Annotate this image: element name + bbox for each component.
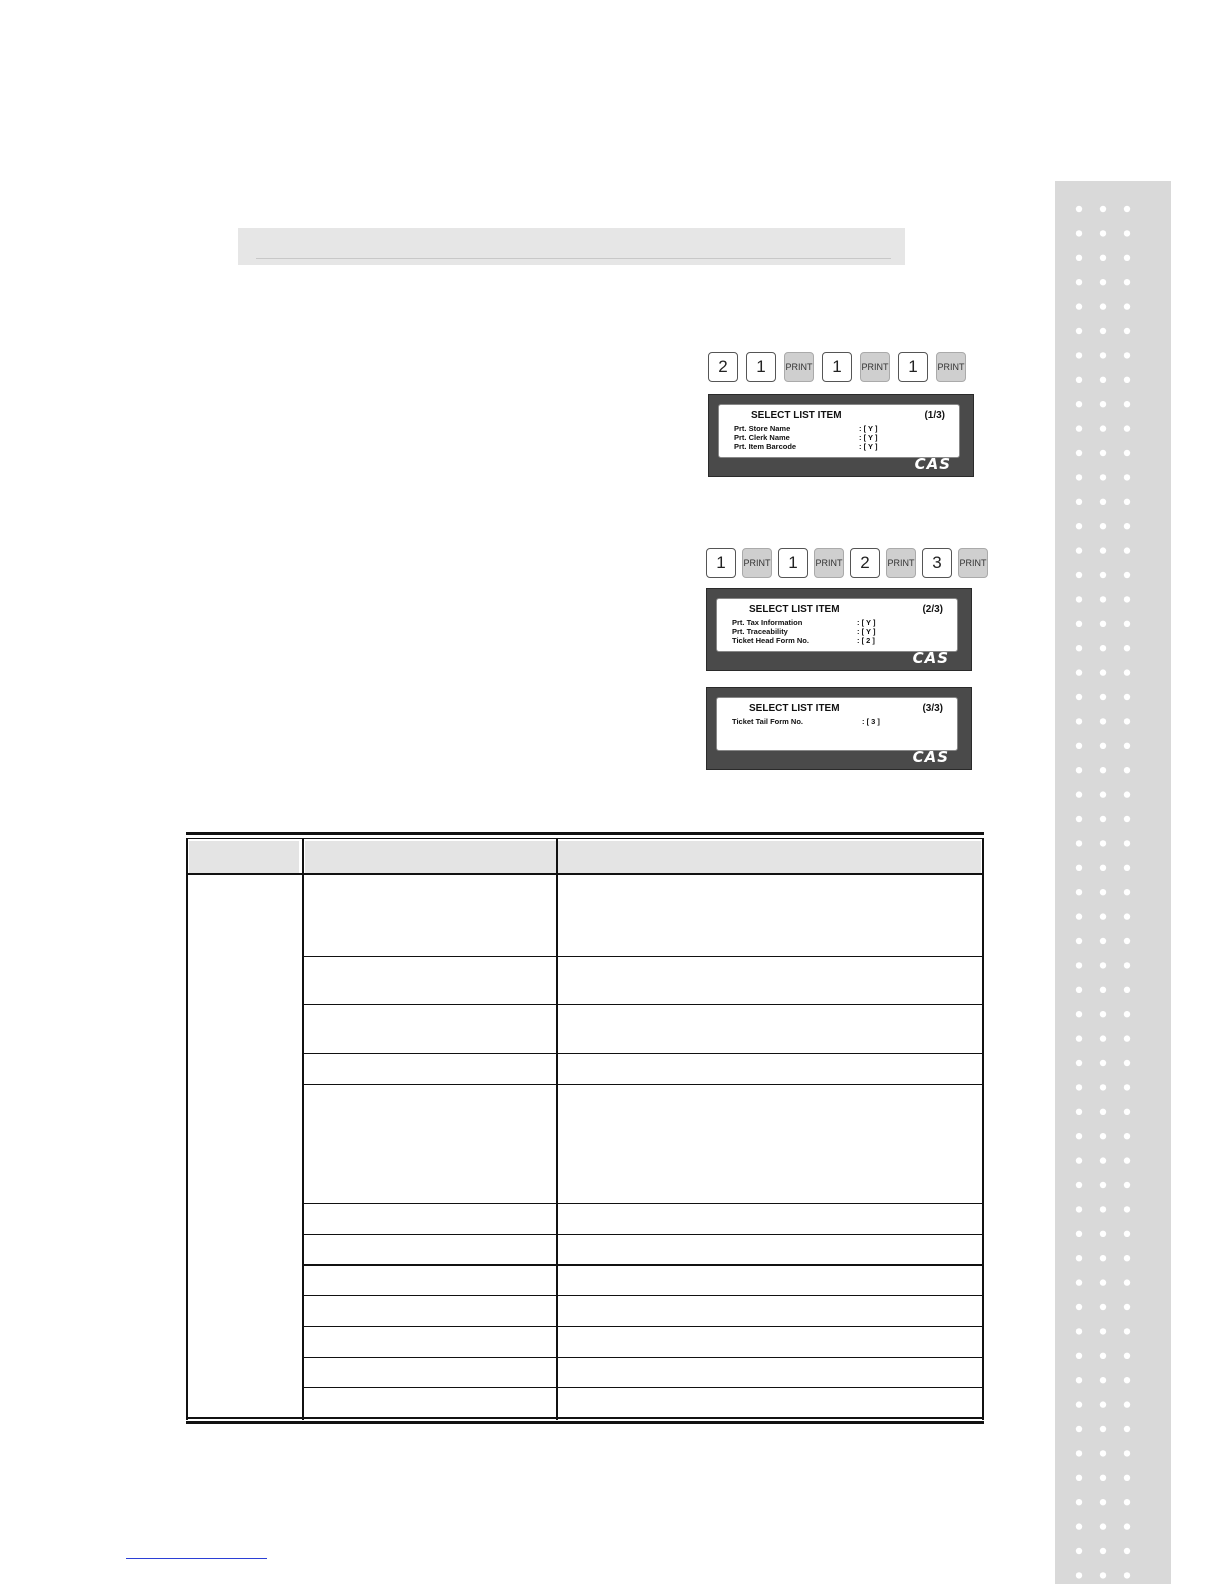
sidebar-dot xyxy=(1100,279,1106,285)
sidebar-dot xyxy=(1076,1353,1082,1359)
key-1[interactable]: 1 xyxy=(706,548,736,578)
row-divider xyxy=(302,1357,984,1358)
print-key[interactable]: PRINT xyxy=(886,548,916,578)
key-1[interactable]: 1 xyxy=(746,352,776,382)
sidebar-dot xyxy=(1076,840,1082,846)
sidebar-dot xyxy=(1100,230,1106,236)
sidebar-dot xyxy=(1076,1548,1082,1554)
display-row xyxy=(732,627,876,636)
settings-table xyxy=(186,832,984,1424)
sidebar-dot xyxy=(1124,1304,1130,1310)
sidebar-dot xyxy=(1076,1035,1082,1041)
lcd-screen xyxy=(716,697,958,751)
sidebar-dot xyxy=(1124,303,1130,309)
sidebar-dot xyxy=(1076,962,1082,968)
sidebar-dot xyxy=(1124,694,1130,700)
sidebar-dot xyxy=(1124,377,1130,383)
row-divider xyxy=(302,1387,984,1388)
sidebar-dot xyxy=(1100,206,1106,212)
key-sequence-2 xyxy=(706,548,988,578)
page-sidebar xyxy=(1055,181,1171,1584)
print-key[interactable]: PRINT xyxy=(936,352,966,382)
sidebar-dot xyxy=(1076,328,1082,334)
sidebar-dot xyxy=(1100,352,1106,358)
sidebar-dot xyxy=(1076,669,1082,675)
row-label: Ticket Head Form No. xyxy=(732,636,809,645)
sidebar-dot xyxy=(1076,791,1082,797)
sidebar-dot xyxy=(1076,1426,1082,1432)
row-divider xyxy=(302,1053,984,1054)
sidebar-dot xyxy=(1076,743,1082,749)
sidebar-dot xyxy=(1100,499,1106,505)
table-bottom-rule xyxy=(186,1421,984,1424)
sidebar-dot xyxy=(1076,352,1082,358)
sidebar-dot xyxy=(1124,816,1130,822)
row-value: : [ Y ] xyxy=(859,433,878,442)
sidebar-dot xyxy=(1124,1206,1130,1212)
sidebar-dot xyxy=(1076,718,1082,724)
sidebar-dot xyxy=(1124,206,1130,212)
sidebar-dot xyxy=(1124,401,1130,407)
table-bottom-rule xyxy=(186,1417,984,1419)
sidebar-dot xyxy=(1124,1353,1130,1359)
sidebar-dot xyxy=(1076,1401,1082,1407)
sidebar-dot xyxy=(1100,816,1106,822)
sidebar-dot xyxy=(1100,377,1106,383)
sidebar-dot xyxy=(1124,230,1130,236)
sidebar-dot xyxy=(1100,328,1106,334)
display-title: SELECT LIST ITEM xyxy=(751,410,842,421)
row-label: Ticket Tail Form No. xyxy=(732,717,803,726)
sidebar-dot xyxy=(1124,255,1130,261)
row-label: Prt. Store Name xyxy=(734,424,791,433)
sidebar-dot xyxy=(1100,547,1106,553)
sidebar-dot xyxy=(1076,1011,1082,1017)
sidebar-dot xyxy=(1076,1304,1082,1310)
sidebar-dot xyxy=(1076,377,1082,383)
sidebar-dot xyxy=(1076,889,1082,895)
sidebar-dot xyxy=(1100,938,1106,944)
sidebar-dot xyxy=(1100,1450,1106,1456)
sidebar-dot xyxy=(1076,1109,1082,1115)
row-divider xyxy=(302,956,984,957)
sidebar-dot xyxy=(1124,1035,1130,1041)
display-row xyxy=(732,717,880,726)
sidebar-dot xyxy=(1100,645,1106,651)
header-divider xyxy=(186,873,984,875)
key-1[interactable]: 1 xyxy=(778,548,808,578)
sidebar-dot xyxy=(1076,1572,1082,1578)
key-1[interactable]: 1 xyxy=(898,352,928,382)
footer-link-underline[interactable] xyxy=(126,1558,267,1559)
sidebar-dot xyxy=(1076,767,1082,773)
sidebar-dot xyxy=(1100,1255,1106,1261)
sidebar-dot xyxy=(1124,450,1130,456)
sidebar-dot xyxy=(1076,230,1082,236)
sidebar-dot xyxy=(1100,1157,1106,1163)
sidebar-dot xyxy=(1076,523,1082,529)
sidebar-dot xyxy=(1076,1450,1082,1456)
sidebar-dot xyxy=(1124,474,1130,480)
sidebar-dot xyxy=(1100,523,1106,529)
print-key[interactable]: PRINT xyxy=(958,548,988,578)
sidebar-dot xyxy=(1100,718,1106,724)
row-value: : [ Y ] xyxy=(859,424,878,433)
sidebar-dot xyxy=(1124,352,1130,358)
sidebar-dot xyxy=(1124,1182,1130,1188)
key-sequence-1 xyxy=(708,352,966,382)
print-key[interactable]: PRINT xyxy=(860,352,890,382)
sidebar-dot xyxy=(1100,865,1106,871)
scale-display-3 xyxy=(706,687,972,770)
sidebar-dot xyxy=(1100,1109,1106,1115)
sidebar-dot xyxy=(1076,1060,1082,1066)
sidebar-dot xyxy=(1124,840,1130,846)
display-row xyxy=(734,424,878,433)
sidebar-dot xyxy=(1124,1133,1130,1139)
row-label: Prt. Clerk Name xyxy=(734,433,790,442)
sidebar-dot xyxy=(1124,1450,1130,1456)
sidebar-dot xyxy=(1100,694,1106,700)
cas-logo: CAS xyxy=(912,649,949,667)
sidebar-dot xyxy=(1076,913,1082,919)
sidebar-dot xyxy=(1100,1426,1106,1432)
sidebar-dot xyxy=(1100,1182,1106,1188)
sidebar-dot xyxy=(1076,1231,1082,1237)
sidebar-dot xyxy=(1100,303,1106,309)
sidebar-dot xyxy=(1076,938,1082,944)
table-top-rule xyxy=(186,838,984,839)
sidebar-dot xyxy=(1124,621,1130,627)
sidebar-dot xyxy=(1076,1255,1082,1261)
key-1[interactable]: 1 xyxy=(822,352,852,382)
sidebar-dot xyxy=(1076,1523,1082,1529)
display-page: (3/3) xyxy=(922,703,943,714)
key-2[interactable]: 2 xyxy=(850,548,880,578)
sidebar-dot xyxy=(1124,1328,1130,1334)
sidebar-dot xyxy=(1100,596,1106,602)
sidebar-dot xyxy=(1100,1401,1106,1407)
column-divider xyxy=(302,838,304,1420)
display-title: SELECT LIST ITEM xyxy=(749,604,840,615)
sidebar-dot xyxy=(1100,450,1106,456)
sidebar-dot xyxy=(1124,791,1130,797)
sidebar-dot xyxy=(1076,1084,1082,1090)
display-row xyxy=(732,636,875,645)
lcd-screen xyxy=(716,598,958,652)
sidebar-dot xyxy=(1100,1475,1106,1481)
sidebar-dot xyxy=(1100,1133,1106,1139)
sidebar-dot xyxy=(1100,1084,1106,1090)
sidebar-dot xyxy=(1100,1035,1106,1041)
sidebar-dot xyxy=(1124,1475,1130,1481)
sidebar-dot xyxy=(1100,1572,1106,1578)
sidebar-dot xyxy=(1100,1060,1106,1066)
sidebar-dot xyxy=(1076,279,1082,285)
row-divider xyxy=(302,1264,984,1266)
sidebar-dot xyxy=(1076,596,1082,602)
sidebar-dot xyxy=(1100,1523,1106,1529)
sidebar-dot xyxy=(1124,987,1130,993)
row-value: : [ 3 ] xyxy=(862,717,880,726)
column-divider xyxy=(186,838,188,1420)
sidebar-dot xyxy=(1124,767,1130,773)
scale-display-1 xyxy=(708,394,974,477)
sidebar-dot xyxy=(1124,328,1130,334)
sidebar-dot xyxy=(1124,523,1130,529)
sidebar-dot xyxy=(1124,547,1130,553)
sidebar-dot xyxy=(1100,1279,1106,1285)
print-key[interactable]: PRINT xyxy=(784,352,814,382)
sidebar-dot xyxy=(1076,645,1082,651)
display-row xyxy=(732,618,876,627)
sidebar-dot xyxy=(1124,1401,1130,1407)
row-label: Prt. Traceability xyxy=(732,627,788,636)
title-bar-underline xyxy=(256,258,891,259)
sidebar-dot xyxy=(1076,865,1082,871)
sidebar-dot xyxy=(1100,1353,1106,1359)
sidebar-dot xyxy=(1076,474,1082,480)
sidebar-dot xyxy=(1076,1328,1082,1334)
sidebar-dot xyxy=(1076,1279,1082,1285)
sidebar-dot xyxy=(1076,1182,1082,1188)
sidebar-dot xyxy=(1124,913,1130,919)
sidebar-dot xyxy=(1124,938,1130,944)
sidebar-dot xyxy=(1076,621,1082,627)
row-value: : [ 2 ] xyxy=(857,636,875,645)
display-row xyxy=(734,442,878,451)
sidebar-dot xyxy=(1124,572,1130,578)
sidebar-dot xyxy=(1100,1231,1106,1237)
sidebar-dot-pattern xyxy=(1055,181,1171,1584)
print-key[interactable]: PRINT xyxy=(814,548,844,578)
sidebar-dot xyxy=(1076,547,1082,553)
sidebar-dot xyxy=(1100,1377,1106,1383)
sidebar-dot xyxy=(1076,206,1082,212)
scale-display-2 xyxy=(706,588,972,671)
sidebar-dot xyxy=(1076,1475,1082,1481)
sidebar-dot xyxy=(1076,401,1082,407)
row-divider xyxy=(302,1084,984,1085)
cas-logo: CAS xyxy=(914,455,951,473)
sidebar-dot xyxy=(1124,743,1130,749)
sidebar-dot xyxy=(1076,1157,1082,1163)
sidebar-dot xyxy=(1076,1133,1082,1139)
sidebar-dot xyxy=(1100,255,1106,261)
row-label: Prt. Tax Information xyxy=(732,618,803,627)
sidebar-dot xyxy=(1076,1499,1082,1505)
sidebar-dot xyxy=(1124,1060,1130,1066)
sidebar-dot xyxy=(1076,303,1082,309)
display-title: SELECT LIST ITEM xyxy=(749,703,840,714)
sidebar-dot xyxy=(1076,1377,1082,1383)
sidebar-dot xyxy=(1100,791,1106,797)
print-key[interactable]: PRINT xyxy=(742,548,772,578)
section-title-bar xyxy=(238,228,905,265)
sidebar-dot xyxy=(1076,987,1082,993)
sidebar-dot xyxy=(1124,1523,1130,1529)
sidebar-dot xyxy=(1076,816,1082,822)
sidebar-dot xyxy=(1124,962,1130,968)
row-label: Prt. Item Barcode xyxy=(734,442,797,451)
row-value: : [ Y ] xyxy=(857,618,876,627)
sidebar-dot xyxy=(1100,987,1106,993)
sidebar-dot xyxy=(1100,1304,1106,1310)
sidebar-dot xyxy=(1100,425,1106,431)
sidebar-dot xyxy=(1124,1084,1130,1090)
row-divider xyxy=(302,1203,984,1204)
column-divider xyxy=(982,838,984,1420)
sidebar-dot xyxy=(1124,645,1130,651)
cas-logo: CAS xyxy=(912,748,949,766)
row-divider xyxy=(302,1295,984,1296)
sidebar-dot xyxy=(1124,425,1130,431)
sidebar-dot xyxy=(1124,1011,1130,1017)
sidebar-dot xyxy=(1100,572,1106,578)
row-divider xyxy=(302,1004,984,1005)
sidebar-dot xyxy=(1100,840,1106,846)
sidebar-dot xyxy=(1124,1255,1130,1261)
sidebar-dot xyxy=(1076,572,1082,578)
sidebar-dot xyxy=(1124,1231,1130,1237)
sidebar-dot xyxy=(1100,889,1106,895)
sidebar-dot xyxy=(1076,499,1082,505)
sidebar-dot xyxy=(1100,1548,1106,1554)
sidebar-dot xyxy=(1124,1279,1130,1285)
sidebar-dot xyxy=(1100,1011,1106,1017)
sidebar-dot xyxy=(1124,718,1130,724)
sidebar-dot xyxy=(1100,1328,1106,1334)
header-cell xyxy=(559,841,981,874)
sidebar-dot xyxy=(1124,1572,1130,1578)
sidebar-dot xyxy=(1124,279,1130,285)
sidebar-dot xyxy=(1100,401,1106,407)
sidebar-dot xyxy=(1124,1548,1130,1554)
sidebar-dot xyxy=(1124,499,1130,505)
lcd-screen xyxy=(718,404,960,458)
sidebar-dot xyxy=(1100,1499,1106,1505)
sidebar-dot xyxy=(1100,962,1106,968)
sidebar-dot xyxy=(1076,694,1082,700)
sidebar-dot xyxy=(1100,621,1106,627)
sidebar-dot xyxy=(1124,596,1130,602)
sidebar-dot xyxy=(1076,255,1082,261)
sidebar-dot xyxy=(1124,1377,1130,1383)
display-page: (1/3) xyxy=(924,410,945,421)
display-page: (2/3) xyxy=(922,604,943,615)
sidebar-dot xyxy=(1124,865,1130,871)
sidebar-dot xyxy=(1124,1109,1130,1115)
key-2[interactable]: 2 xyxy=(708,352,738,382)
header-cell xyxy=(189,841,299,874)
key-3[interactable]: 3 xyxy=(922,548,952,578)
sidebar-dot xyxy=(1124,1426,1130,1432)
sidebar-dot xyxy=(1124,1157,1130,1163)
sidebar-dot xyxy=(1100,474,1106,480)
sidebar-dot xyxy=(1100,913,1106,919)
sidebar-dot xyxy=(1124,669,1130,675)
row-value: : [ Y ] xyxy=(859,442,878,451)
row-divider xyxy=(302,1326,984,1327)
table-top-rule xyxy=(186,832,984,835)
column-divider xyxy=(556,838,558,1420)
sidebar-dot xyxy=(1100,743,1106,749)
sidebar-dot xyxy=(1100,669,1106,675)
row-value: : [ Y ] xyxy=(857,627,876,636)
sidebar-dot xyxy=(1100,767,1106,773)
sidebar-dot xyxy=(1076,425,1082,431)
row-divider xyxy=(302,1234,984,1235)
sidebar-dot xyxy=(1124,889,1130,895)
sidebar-dot xyxy=(1076,1206,1082,1212)
display-row xyxy=(734,433,878,442)
sidebar-dot xyxy=(1124,1499,1130,1505)
sidebar-dot xyxy=(1076,450,1082,456)
sidebar-dot xyxy=(1100,1206,1106,1212)
